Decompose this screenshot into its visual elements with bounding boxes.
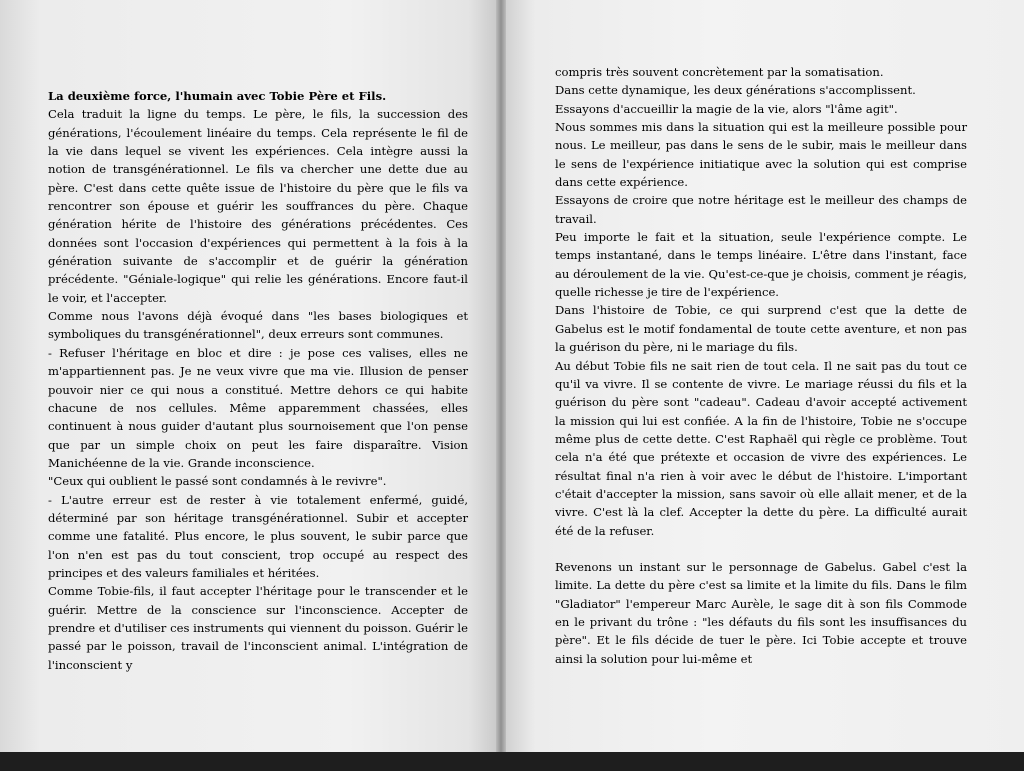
left-paragraph-5: - L'autre erreur est de rester à vie totalement enfermé, guidé, déterminé par son héritage transgénérationnel. Subir et accepter comme une fatalité. Plus encore, le plus souvent, le subir parce que l'on n'en est pas du tout conscient, trop occupé au respect des principes et des valeurs familiales et héritées. — [48, 492, 468, 580]
left-paragraph-3: - Refuser l'héritage en bloc et dire : je pose ces valises, elles ne m'appartiennent pas. Je ne veux vivre que ma vie. Illusion de penser pouvoir nier ce qui nous a constitué. Mettre dehors ce qui habite chacune de nos cellules. Même apparemment chassées, elles continuent à nous guider d'autant plus sournoisement que l'on pense que par un simple choix on peut les faire disparaître. Vision Manichéenne de la vie. Grande inconscience. — [48, 345, 468, 470]
left-paragraph-1: Cela traduit la ligne du temps. Le père, le fils, la succession des générations, l'écoulement linéaire du temps. Cela représente le fil de la vie dans lequel se vivent les expériences. Cela intègre aussi la notion de transgénérationnel. Le fils va chercher une dette due au père. C'est dans cette quête issue de l'histoire du père que le fils va rencontrer son épouse et guérir les souffrances du père. Chaque génération hérite de l'histoire des générations précédentes. Ces données sont l'occasion d'expériences qui permettent à la fois à la génération suivante de s'accomplir et de guérir la génération précédente. "Géniale-logique" qui relie les générations. Encore faut-il le voir, et l'accepter. — [48, 107, 468, 305]
right-paragraph-8: Au début Tobie fils ne sait rien de tout cela. Il ne sait pas du tout ce qu'il va vivre. Il se contente de vivre. Le mariage réussi du fils et la guérison du père sont "cadeau". Cadeau d'avoir accepté activement la mission qui lui est confiée. A la fin de l'histoire, Tobie ne s'occupe même plus de cette dette. C'est Raphaël qui règle ce problème. Tout cela n'a été que prétexte et occasion de vivre des expériences. Le résultat final n'a rien à voir avec le début de l'histoire. L'important c'était d'accepter la mission, sans savoir où elle allait mener, et de la vivre. C'est là la clef. Accepter la dette du père. La difficulté aurait été de la refuser. — [555, 358, 967, 538]
right-paragraph-5: Essayons de croire que notre héritage est le meilleur des champs de travail. — [555, 193, 967, 226]
right-page-text — [555, 63, 967, 668]
right-paragraph-1: compris très souvent concrètement par la somatisation. — [555, 65, 884, 79]
right-paragraph-6: Peu importe le fait et la situation, seule l'expérience compte. Le temps instantané, dans le temps linéaire. L'être dans l'instant, face au déroulement de la vie. Qu'est-ce-que je choisis, comment je réagis, quelle richesse je tire de l'expérience. — [555, 230, 967, 300]
right-paragraph-2: Dans cette dynamique, les deux générations s'accomplissent. — [555, 83, 916, 98]
right-paragraph-3: Essayons d'accueillir la magie de la vie, alors "l'âme agit". — [555, 101, 898, 116]
left-paragraph-2: Comme nous l'avons déjà évoqué dans "les bases biologiques et symboliques du transgénérationnel", deux erreurs sont communes. — [48, 309, 468, 342]
paragraph-gap — [555, 540, 967, 558]
section-heading: La deuxième force, l'humain avec Tobie Père et Fils. — [48, 89, 387, 103]
right-paragraph-4: Nous sommes mis dans la situation qui est la meilleure possible pour nous. Le meilleur, pas dans le sens de le subir, mais le meilleur dans le sens de l'expérience initiatique avec la solution qui est comprise dans cette expérience. — [555, 120, 967, 190]
table-edge — [0, 752, 1024, 771]
left-paragraph-6: Comme Tobie-fils, il faut accepter l'héritage pour le transcender et le guérir. Mettre de la conscience sur l'inconscience. Accepter de prendre et d'utiliser ces instruments qui viennent du poisson. Guérir le passé par le poisson, travail de l'inconscient animal. L'intégration de l'inconscient y — [48, 584, 468, 672]
book-gutter — [496, 0, 506, 752]
right-paragraph-9: Revenons un instant sur le personnage de Gabelus. Gabel c'est la limite. La dette du père c'est sa limite et la limite du fils. Dans le film "Gladiator" l'empereur Marc Aurèle, le sage dit à son fils Commode en le privant du trône : "les défauts du fils sont les insuffisances du père". Et le fils décide de tuer le père. Ici Tobie accepte et trouve ainsi la solution pour lui-même et — [555, 559, 967, 666]
right-paragraph-7: Dans l'histoire de Tobie, ce qui surprend c'est que la dette de Gabelus est le motif fondamental de toute cette aventure, et non pas la guérison du père, ni le mariage du fils. — [555, 303, 967, 355]
left-quote: "Ceux qui oublient le passé sont condamnés à le revivre". — [48, 474, 387, 489]
left-page-text — [48, 87, 468, 674]
